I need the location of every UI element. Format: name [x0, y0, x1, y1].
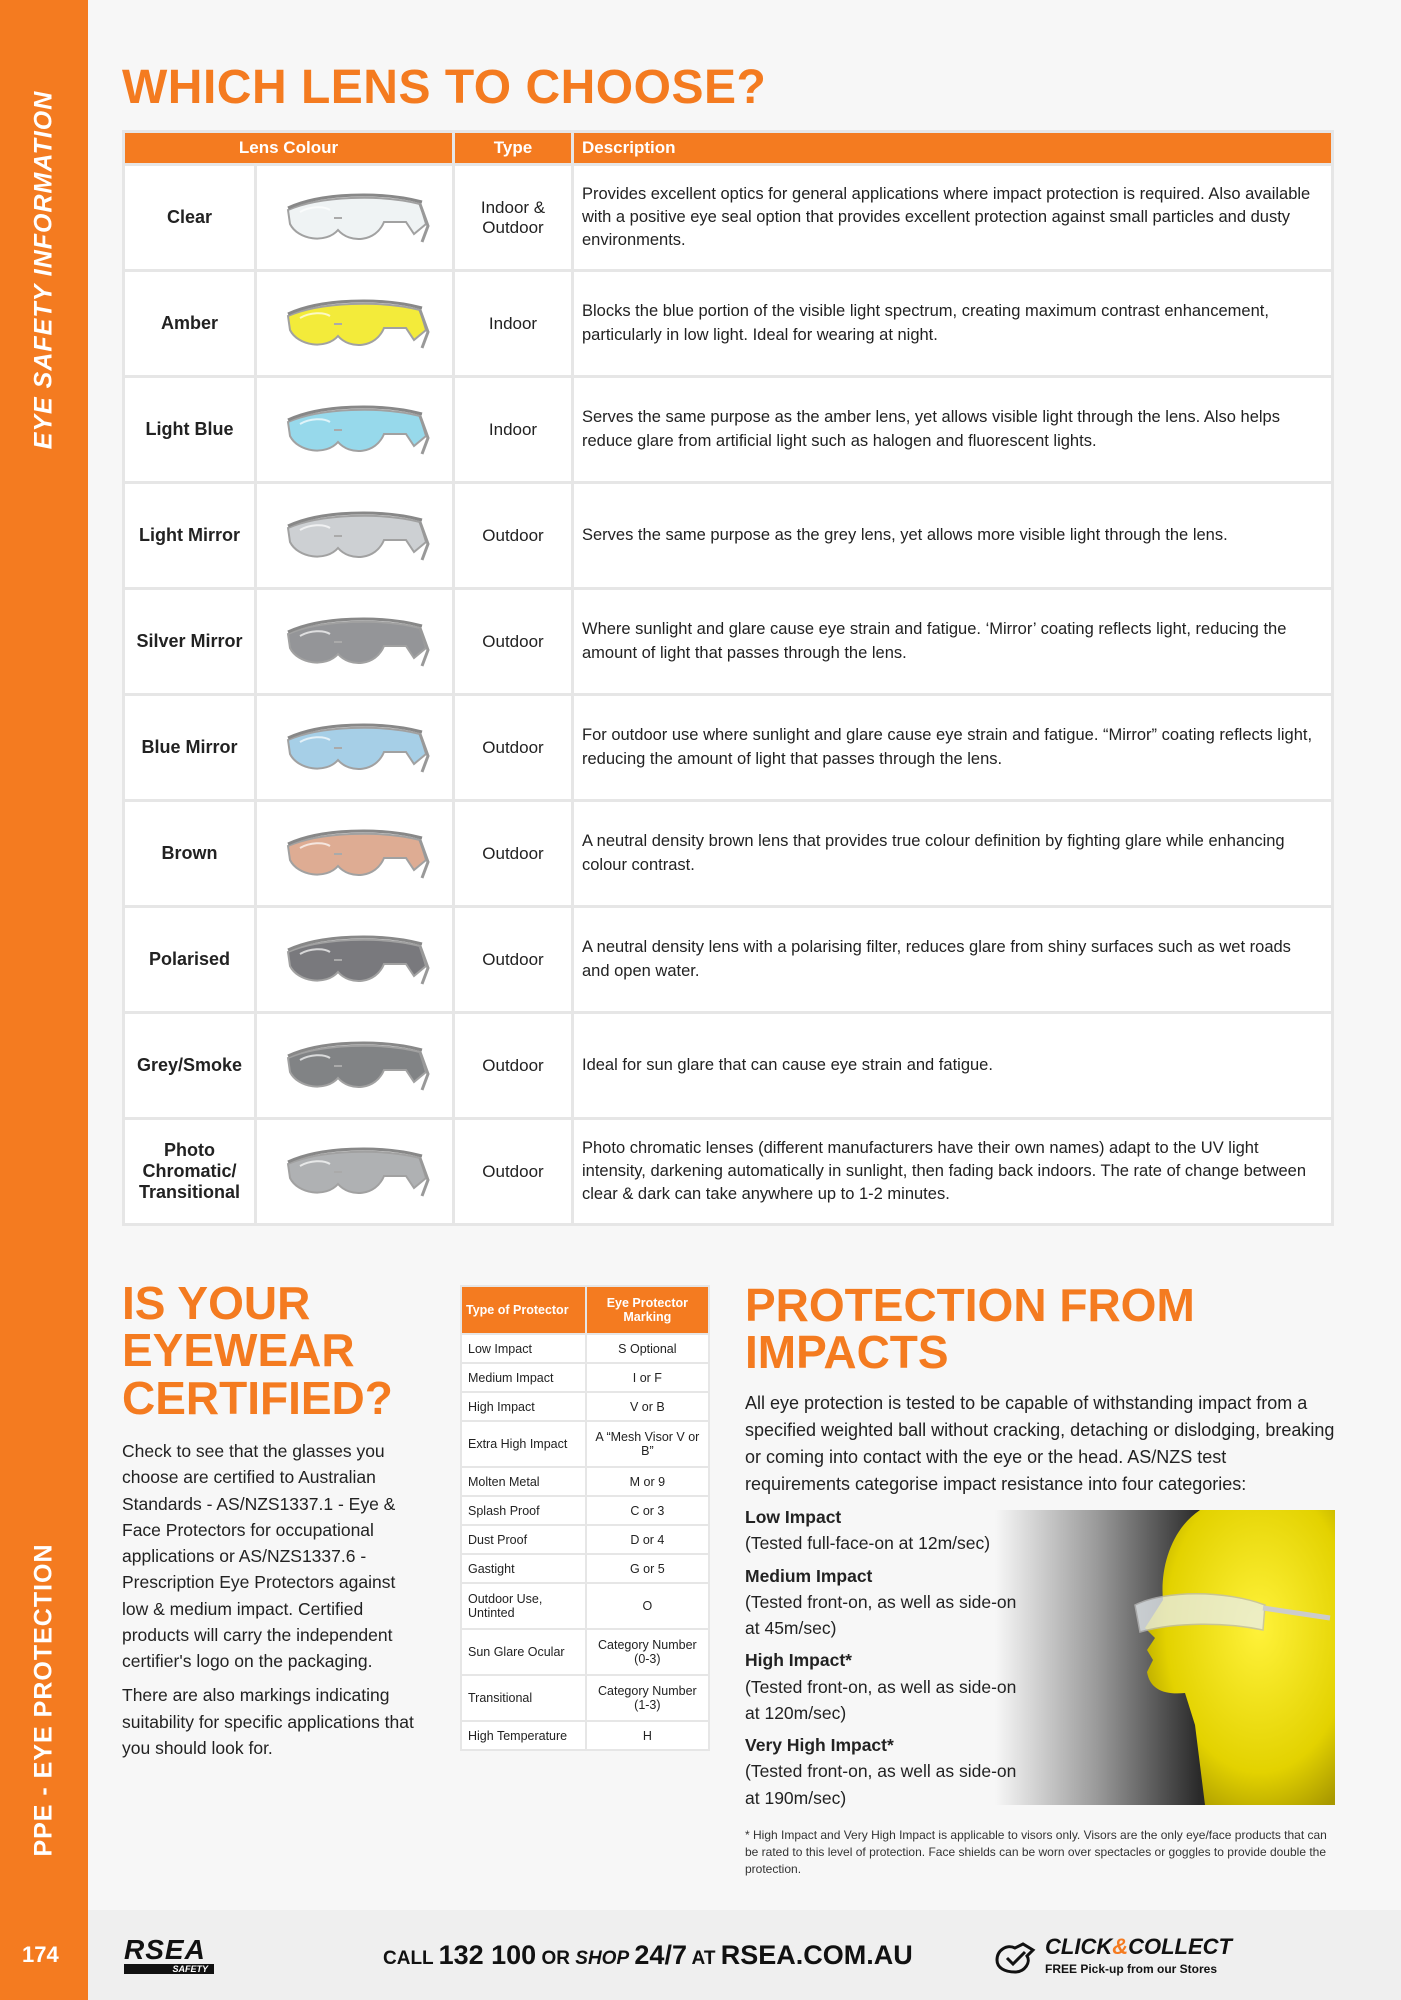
- safety-glasses-icon: [280, 496, 430, 576]
- safety-glasses-icon: [280, 178, 430, 258]
- lens-description: A neutral density brown lens that provides true colour definition by fighting glare while enhancing colour contrast.: [574, 802, 1331, 905]
- lens-name: Clear: [125, 166, 254, 269]
- rsea-logo: RSEA SAFETY: [124, 1934, 214, 1974]
- lens-name: Light Mirror: [125, 484, 254, 587]
- phone-number[interactable]: 132 100: [438, 1940, 537, 1970]
- impact-category-label: Medium Impact: [745, 1565, 873, 1586]
- lens-type: Outdoor: [455, 802, 571, 905]
- protector-marking: D or 4: [587, 1526, 708, 1553]
- impact-test-photo: [995, 1510, 1335, 1805]
- lens-row: [125, 484, 1331, 587]
- lens-name: Brown: [125, 802, 254, 905]
- impact-category: [745, 1732, 1025, 1811]
- protector-type: Medium Impact: [462, 1364, 585, 1391]
- lens-type: Indoor & Outdoor: [455, 166, 571, 269]
- lens-type: Outdoor: [455, 908, 571, 1011]
- marking-row: [462, 1393, 708, 1420]
- lens-name: Blue Mirror: [125, 696, 254, 799]
- lens-row: [125, 272, 1331, 375]
- protector-marking: Category Number (0-3): [587, 1630, 708, 1674]
- marking-row: [462, 1722, 708, 1749]
- impact-category-label: Low Impact: [745, 1507, 842, 1527]
- impact-category: [745, 1504, 1025, 1557]
- certified-paragraph: There are also markings indicating suitability for specific applications that you should look for.: [122, 1685, 414, 1758]
- lens-description: A neutral density lens with a polarising filter, reduces glare from shiny surfaces such as wet roads and open water.: [574, 908, 1331, 1011]
- impact-category-label: High Impact*: [745, 1650, 852, 1671]
- lens-image: [257, 1014, 452, 1117]
- lens-description: Blocks the blue portion of the visible light spectrum, creating maximum contrast enhancement, particularly in low light. Ideal for wearing at night.: [574, 272, 1331, 375]
- header-description: Description: [574, 133, 1331, 163]
- protector-marking: H: [587, 1722, 708, 1749]
- lens-description: Where sunlight and glare cause eye strain and fatigue. ‘Mirror’ coating reflects light, reducing the amount of light that passes through the lens.: [574, 590, 1331, 693]
- lens-image: [257, 590, 452, 693]
- sidebar-section-label: EYE SAFETY INFORMATION: [29, 90, 58, 450]
- safety-glasses-icon: [280, 708, 430, 788]
- lens-type: Outdoor: [455, 1014, 571, 1117]
- lens-description: Photo chromatic lenses (different manufacturers have their own names) adapt to the UV light intensity, darkening automatically in sunlight, then fading back indoors. The rate of change between clear & dark can take anywhere up to 1-2 minutes.: [574, 1120, 1331, 1223]
- lens-name: Polarised: [125, 908, 254, 1011]
- sidebar-category-label: PPE - EYE PROTECTION: [29, 1543, 58, 1857]
- protector-marking: G or 5: [587, 1555, 708, 1582]
- protector-marking: M or 9: [587, 1468, 708, 1495]
- marking-row: [462, 1630, 708, 1674]
- protector-type: Transitional: [462, 1676, 585, 1720]
- protector-type: Outdoor Use, Untinted: [462, 1584, 585, 1628]
- protector-marking: S Optional: [587, 1335, 708, 1362]
- marking-row: [462, 1422, 708, 1466]
- contact-line: CALL 132 100 OR SHOP 24/7 AT RSEA.COM.AU: [383, 1940, 913, 1970]
- header-type: Type: [455, 133, 571, 163]
- marking-row: [462, 1555, 708, 1582]
- lens-type: Outdoor: [455, 1120, 571, 1223]
- header-protector-type: Type of Protector: [462, 1287, 585, 1333]
- lens-name: Photo Chromatic/ Transitional: [125, 1120, 254, 1223]
- marking-row: [462, 1584, 708, 1628]
- lens-description: Ideal for sun glare that can cause eye strain and fatigue.: [574, 1014, 1331, 1117]
- protector-marking: A “Mesh Visor V or B”: [587, 1422, 708, 1466]
- lens-row: [125, 378, 1331, 481]
- lens-description: For outdoor use where sunlight and glare cause eye strain and fatigue. “Mirror” coating reflects light, reducing the amount of light that passes through the lens.: [574, 696, 1331, 799]
- protector-type: Low Impact: [462, 1335, 585, 1362]
- markings-table: [460, 1285, 710, 1751]
- protector-marking: Category Number (1-3): [587, 1676, 708, 1720]
- safety-glasses-icon: [280, 1132, 430, 1212]
- lens-image: [257, 696, 452, 799]
- website-link[interactable]: RSEA.COM.AU: [720, 1940, 913, 1970]
- lens-row: [125, 1120, 1331, 1223]
- lens-name: Silver Mirror: [125, 590, 254, 693]
- impact-category-label: Very High Impact*: [745, 1735, 894, 1755]
- lens-row: [125, 1014, 1331, 1117]
- header-marking: Eye Protector Marking: [587, 1287, 708, 1333]
- protector-marking: I or F: [587, 1364, 708, 1391]
- marking-row: [462, 1364, 708, 1391]
- header-lens-colour: Lens Colour: [125, 133, 452, 163]
- lens-image: [257, 378, 452, 481]
- impacts-footnote: * High Impact and Very High Impact is applicable to visors only. Visors are the only eye/face products that can be rated to this level of protection. Face shields can be worn over spectacles or goggles to provide double the protection.: [745, 1828, 1327, 1876]
- lens-image: [257, 908, 452, 1011]
- protector-type: High Impact: [462, 1393, 585, 1420]
- lens-table: [122, 130, 1334, 1226]
- lens-name: Light Blue: [125, 378, 254, 481]
- certified-body: [122, 1438, 422, 1769]
- lens-type: Indoor: [455, 272, 571, 375]
- lens-section-title: WHICH LENS TO CHOOSE?: [122, 61, 767, 114]
- lens-type: Outdoor: [455, 484, 571, 587]
- marking-row: [462, 1335, 708, 1362]
- lens-row: [125, 166, 1331, 269]
- lens-row: [125, 590, 1331, 693]
- impacts-intro: All eye protection is tested to be capable of withstanding impact from a specified weighted ball without cracking, detaching or dislodging, breaking or coming into contact with the eye or the head. AS/NZS test requirements categorise impact resistance into four categories:: [745, 1393, 1335, 1494]
- protector-marking: O: [587, 1584, 708, 1628]
- protector-type: Splash Proof: [462, 1497, 585, 1524]
- marking-row: [462, 1526, 708, 1553]
- protector-type: Sun Glare Ocular: [462, 1630, 585, 1674]
- lens-row: [125, 908, 1331, 1011]
- lens-row: [125, 802, 1331, 905]
- page-number: 174: [22, 1942, 59, 1967]
- footer: RSEA SAFETY CALL 132 100 OR SHOP 24/7 AT RSEA.COM.AU CLICK&COLLECT FREE Pick-up from our Stores: [88, 1910, 1401, 2000]
- impact-category: [745, 1647, 1025, 1726]
- safety-glasses-icon: [280, 602, 430, 682]
- lens-name: Grey/Smoke: [125, 1014, 254, 1117]
- certified-paragraph: Check to see that the glasses you choose are certified to Australian Standards - AS/NZS1337.1 - Eye & Face Protectors for occupational applications or AS/NZS1337.6 - Prescription Eye Protectors against low & medium impact. Certified products will carry the independent certifier's logo on the packaging.: [122, 1441, 396, 1671]
- marking-row: [462, 1497, 708, 1524]
- marking-row: [462, 1676, 708, 1720]
- safety-glasses-icon: [280, 1026, 430, 1106]
- lens-type: Outdoor: [455, 696, 571, 799]
- lens-type: Indoor: [455, 378, 571, 481]
- lens-image: [257, 272, 452, 375]
- safety-glasses-icon: [280, 814, 430, 894]
- impact-category-detail: (Tested full-face-on at 12m/sec): [745, 1533, 991, 1554]
- lens-type: Outdoor: [455, 590, 571, 693]
- lens-image: [257, 1120, 452, 1223]
- lens-image: [257, 802, 452, 905]
- impact-category-detail: (Tested front-on, as well as side-on at 45m/sec): [745, 1591, 1017, 1638]
- side-strip: [0, 0, 88, 2000]
- lens-description: Provides excellent optics for general applications where impact protection is required. Also available with a positive eye seal option that provides excellent protection against small particles and dusty environments.: [574, 166, 1331, 269]
- lens-row: [125, 696, 1331, 799]
- impact-category-detail: (Tested front-on, as well as side-on at 120m/sec): [745, 1676, 1017, 1723]
- protector-type: Molten Metal: [462, 1468, 585, 1495]
- lens-image: [257, 484, 452, 587]
- certified-title: IS YOUR EYEWEAR CERTIFIED?: [122, 1277, 393, 1424]
- impact-category: [745, 1563, 1025, 1642]
- lens-image: [257, 166, 452, 269]
- lens-description: Serves the same purpose as the amber lens, yet allows visible light through the lens. Also helps reduce glare from artificial light such as halogen and fluorescent lights.: [574, 378, 1331, 481]
- protector-type: Extra High Impact: [462, 1422, 585, 1466]
- impact-categories-list: [745, 1504, 1025, 1817]
- safety-glasses-icon: [280, 920, 430, 1000]
- lens-description: Serves the same purpose as the grey lens, yet allows more visible light through the lens.: [574, 484, 1331, 587]
- impacts-title: PROTECTION FROM IMPACTS: [745, 1279, 1195, 1379]
- protector-type: High Temperature: [462, 1722, 585, 1749]
- click-collect-icon: [993, 1940, 1039, 1976]
- safety-glasses-icon: [280, 390, 430, 470]
- protector-type: Gastight: [462, 1555, 585, 1582]
- impact-category-detail: (Tested front-on, as well as side-on at 190m/sec): [745, 1761, 1017, 1808]
- marking-row: [462, 1468, 708, 1495]
- protector-marking: C or 3: [587, 1497, 708, 1524]
- lens-name: Amber: [125, 272, 254, 375]
- protector-marking: V or B: [587, 1393, 708, 1420]
- safety-glasses-icon: [280, 284, 430, 364]
- protector-type: Dust Proof: [462, 1526, 585, 1553]
